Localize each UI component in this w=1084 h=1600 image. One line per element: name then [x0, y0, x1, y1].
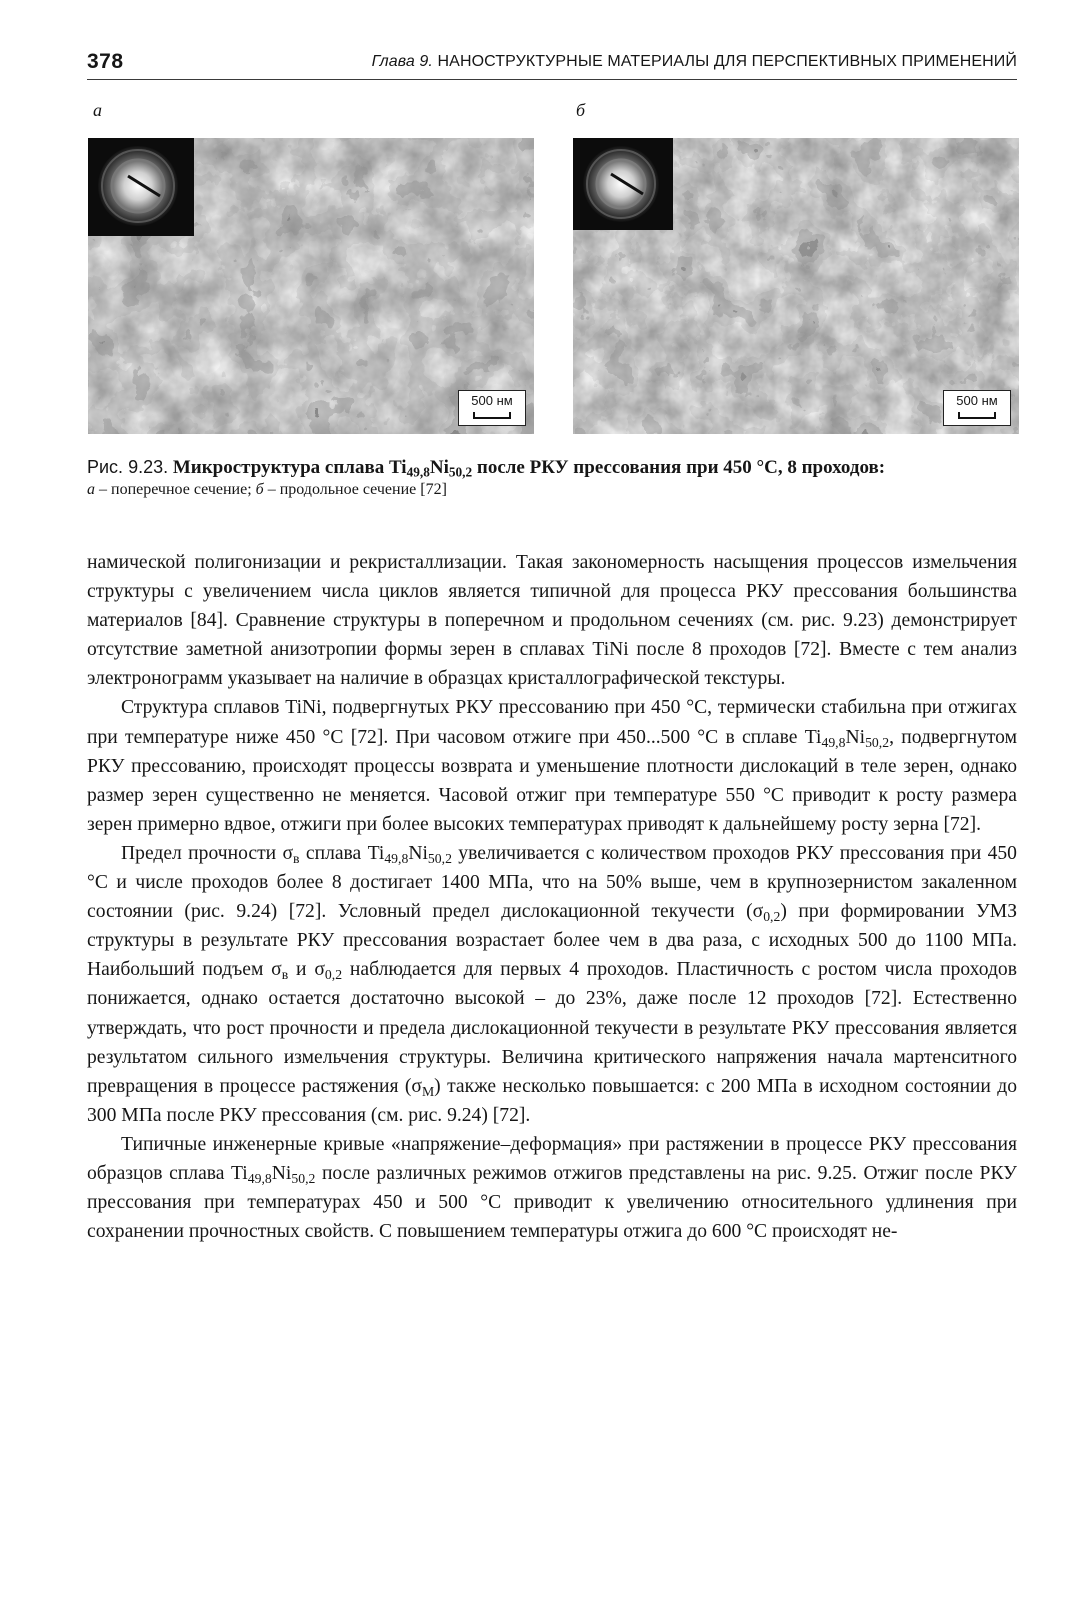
figure-number: Рис. 9.23. [87, 457, 169, 477]
scale-bar-b-line [958, 412, 996, 419]
micrograph-panel-b [573, 138, 1019, 434]
scale-bar-b [943, 390, 1011, 426]
paragraph-1: намической полигонизации и рекристаллизации. Такая закономерность насыщения процессов измельчения структуры с увеличением числа циклов является типичной для процесса РКУ прессования большинства материалов [84]. Сравнение структуры в поперечном и продольном сечениях (см. рис. 9.23) демонстрирует отсутствие заметной анизотропии формы зерен в сплавах TiNi после 8 проходов [72]. Вместе с тем анализ электронограмм указывает на наличие в образцах кристаллографической текстуры. [87, 552, 1017, 690]
scale-bar-a-line [473, 412, 511, 419]
paragraph-2: Структура сплавов TiNi, подвергнутых РКУ прессованию при 450 °С, термически стабильна при отжигах при температуре ниже 450 °С [72]. При часовом отжиге при 450...500 °С в сплаве $Ti_{49,8}Ni_{50,2}$, подвергнутом РКУ прессованию, происходят процессы возврата и уменьшение плотности дислокаций в теле зерен, однако размер зерен существенно не меняется. Часовой отжиг при температуре 550 °С приводит к росту размера зерен примерно вдвое, отжиги при более высоких температурах приводят к дальнейшему росту зерна [72]. [87, 697, 1017, 835]
micrograph-panel-a [88, 138, 534, 434]
panel-label-b: б [576, 100, 586, 120]
scale-bar-a-label: 500 нм [471, 393, 513, 408]
running-header [87, 46, 1017, 80]
caption-title-line [87, 455, 1017, 480]
chapter-title: НАНОСТРУКТУРНЫЕ МАТЕРИАЛЫ ДЛЯ ПЕРСПЕКТИВНЫХ ПРИМЕНЕНИЙ [437, 53, 1017, 70]
scale-bar-b-label: 500 нм [956, 393, 998, 408]
chapter-label: Глава 9. [371, 53, 433, 70]
body-text [87, 548, 1017, 1246]
caption-title: Микроструктура сплава $Ti_{49,8}Ni_{50,2}$ после РКУ прессования при 450 °С, 8 проходов: [172, 457, 886, 480]
panel-label-a: а [93, 100, 102, 120]
scale-bar-a [458, 390, 526, 426]
page-number: 378 [87, 50, 124, 73]
paragraph-3: Предел прочности $\sigma_в$ сплава $Ti_{49,8}Ni_{50,2}$ увеличивается с количеством проходов РКУ прессования при 450 °С и числе проходов более 8 достигает 1400 МПа, что на 50% выше, чем в крупнозернистом закаленном состоянии (рис. 9.24) [72]. Условный предел дислокационной текучести $(\sigma_{0,2})$ при формировании УМЗ структуры в результате РКУ прессования возрастает более чем в два раза, с исходных 500 до 1100 МПа. Наибольший подъем $\sigma_в$ и $\sigma_{0,2}$ наблюдается для первых 4 проходов. Пластичность с ростом числа проходов понижается, однако остается достаточно высокой – до 23%, даже после 12 проходов [72]. Естественно утверждать, что рост прочности и предела дислокационной текучести в результате РКУ прессования является результатом сильного измельчения структуры. Величина критического напряжения начала мартенситного превращения в процессе растяжения $(\sigma_М)$ также несколько повышается: с 200 МПа в исходном состоянии до 300 МПа после РКУ прессования (см. рис. 9.24) [72]. [87, 842, 1018, 1126]
paragraph-4: Типичные инженерные кривые «напряжение–деформация» при растяжении в процессе РКУ прессования образцов сплава $Ti_{49,8}Ni_{50,2}$ после различных режимов отжигов представлены на рис. 9.25. Отжиг после РКУ прессования при температурах 450 и 500 °С приводит к увеличению относительного удлинения при сохранении прочностных свойств. С повышением температуры отжига до 600 °С происходят не- [87, 1133, 1017, 1243]
caption-subtitle: а – поперечное сечение; б – продольное сечение [72] [87, 481, 447, 498]
header-rule [87, 79, 1017, 80]
running-head [372, 53, 1017, 71]
figure-caption [87, 455, 1017, 500]
